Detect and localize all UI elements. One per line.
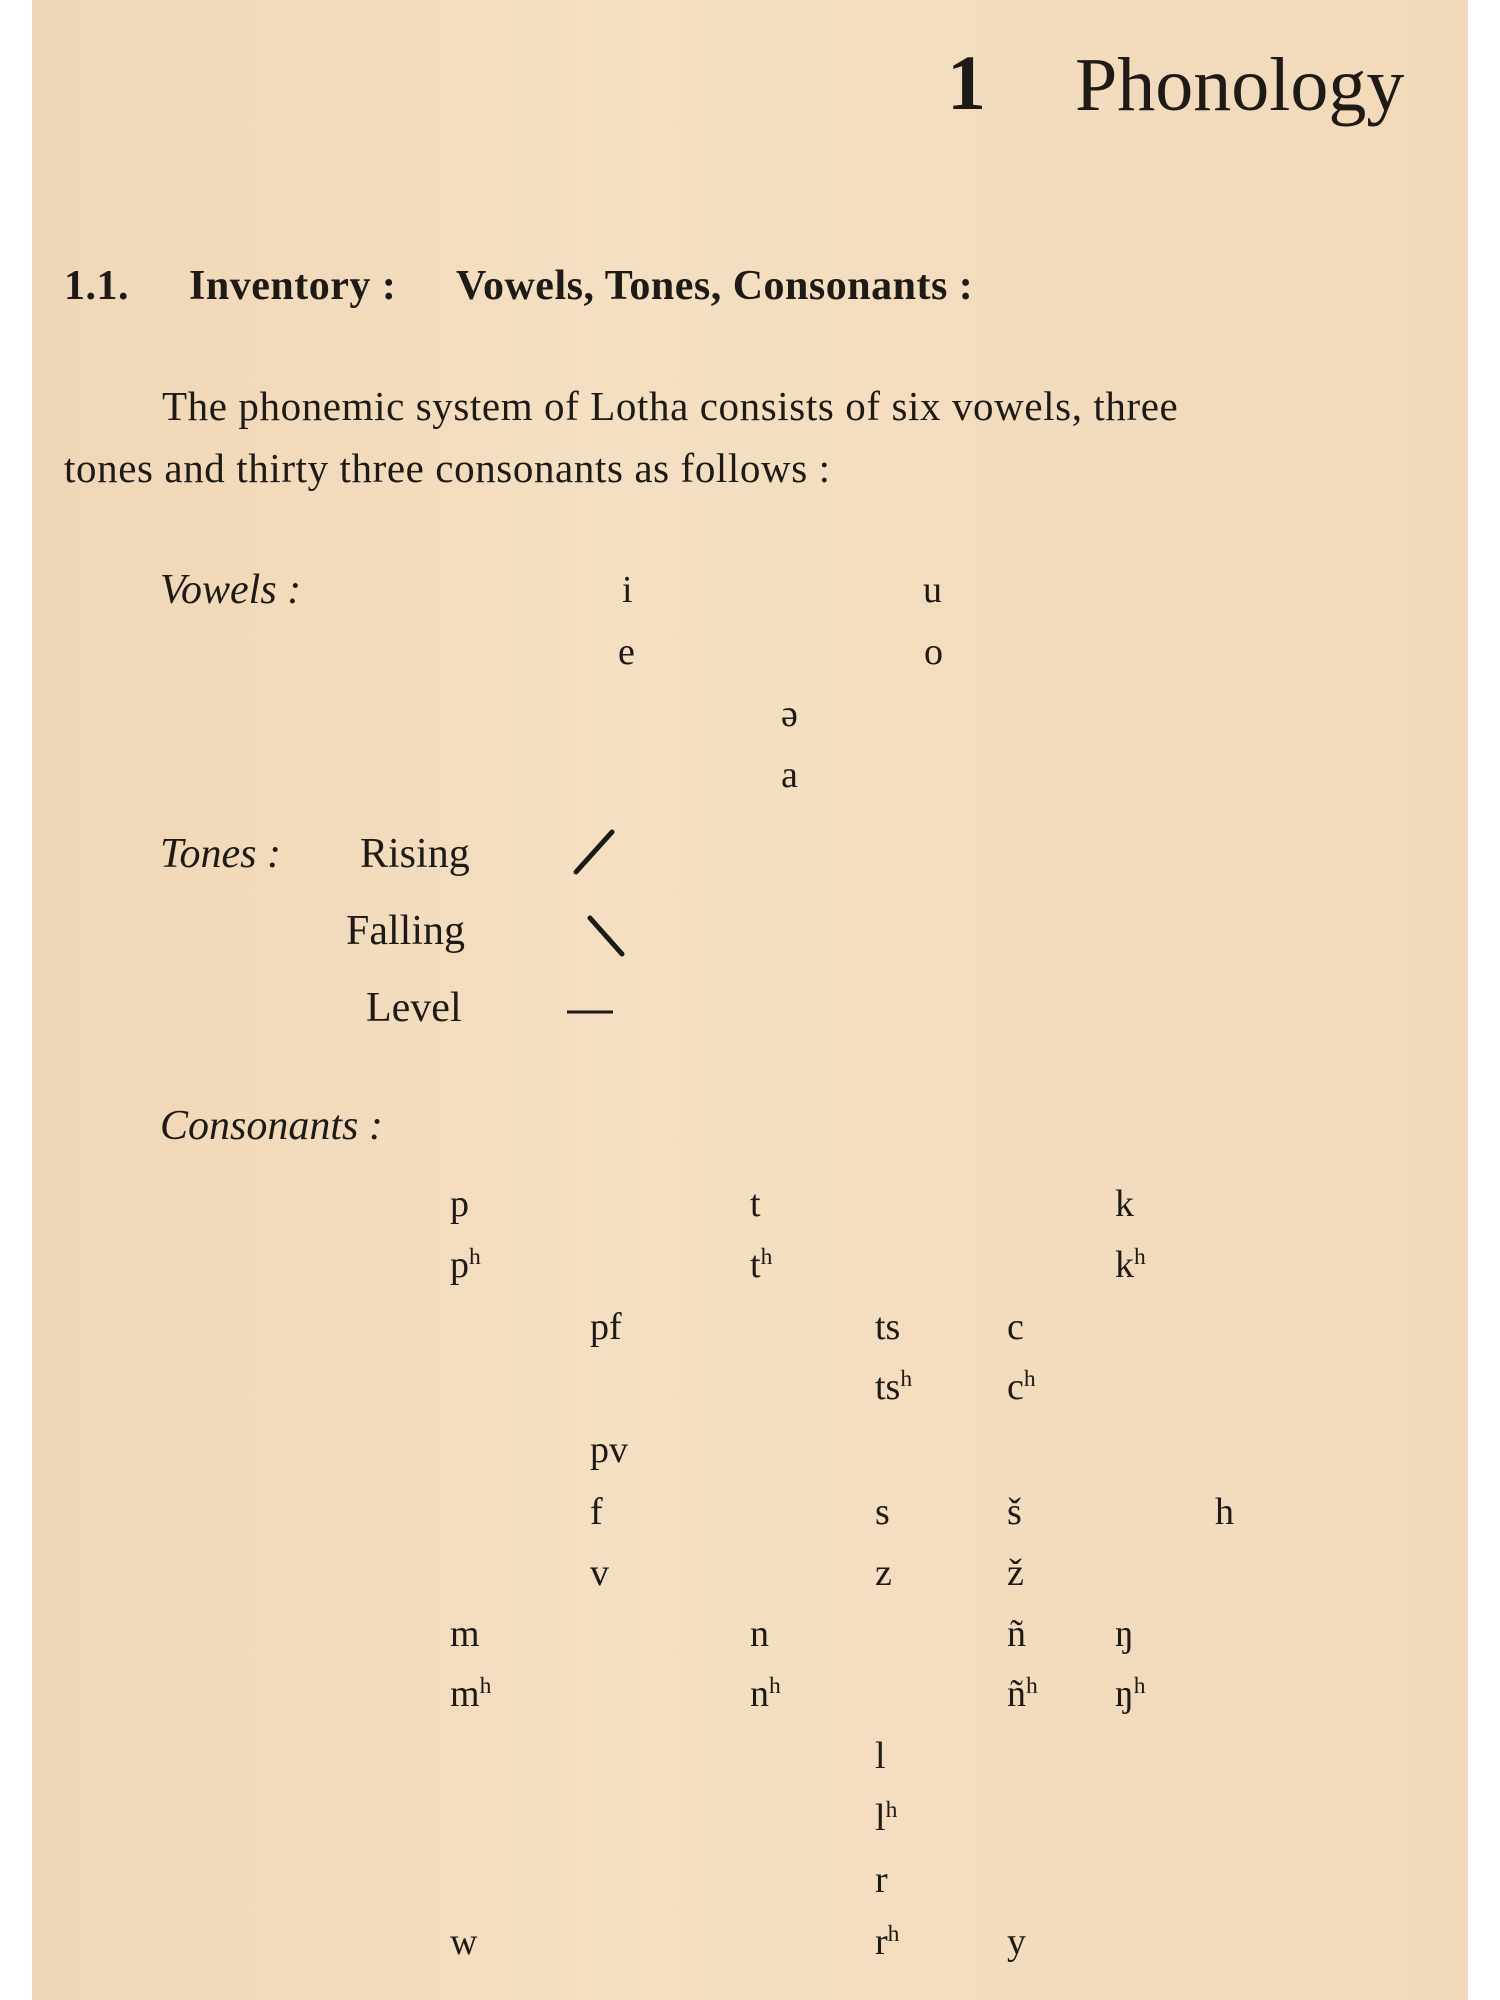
consonant-base: ts — [875, 1306, 901, 1348]
consonant-base: w — [450, 1921, 478, 1963]
section-label: Inventory : — [189, 263, 397, 309]
consonant-symbol — [750, 1612, 769, 1656]
consonant-base: ts — [875, 1366, 901, 1408]
consonant-base: h — [1215, 1491, 1234, 1533]
consonant-base: ŋ — [1115, 1673, 1134, 1715]
consonant-base: s — [875, 1491, 890, 1533]
consonant-symbol — [1007, 1365, 1036, 1409]
aspiration-mark: h — [887, 1921, 900, 1948]
consonant-base: t — [750, 1183, 761, 1225]
consonant-symbol — [1007, 1305, 1024, 1349]
consonant-symbol — [750, 1672, 781, 1716]
consonant-base: n — [750, 1673, 769, 1715]
consonant-symbol — [450, 1672, 491, 1716]
aspiration-mark: h — [769, 1673, 781, 1700]
vowel-u: u — [923, 569, 942, 611]
consonant-base: l — [875, 1797, 886, 1839]
aspiration-mark: h — [1026, 1673, 1038, 1700]
consonant-base: t — [750, 1244, 761, 1286]
consonant-symbol — [450, 1243, 481, 1287]
consonant-base: pf — [590, 1306, 622, 1348]
vowel-i: i — [622, 569, 633, 611]
book-page — [32, 0, 1468, 2000]
consonant-symbol — [1215, 1490, 1234, 1534]
consonant-base: k — [1115, 1244, 1134, 1286]
section-subtitle: Vowels, Tones, Consonants : — [456, 263, 974, 309]
consonant-symbol — [1115, 1182, 1134, 1226]
consonant-base: ñ — [1007, 1673, 1026, 1715]
intro-line-1: The phonemic system of Lotha consists of six vowels, three — [162, 383, 1179, 429]
consonant-base: z — [875, 1552, 892, 1594]
aspiration-mark: h — [479, 1673, 492, 1700]
consonant-symbol — [875, 1734, 886, 1778]
vowel-o: o — [924, 631, 943, 673]
consonant-symbol — [750, 1243, 772, 1287]
consonant-base: c — [1007, 1366, 1024, 1408]
consonant-base: š — [1007, 1491, 1022, 1533]
consonant-base: n — [750, 1613, 769, 1655]
consonant-symbol — [875, 1365, 912, 1409]
vowel-a: a — [781, 754, 798, 796]
consonant-base: ñ — [1007, 1613, 1026, 1655]
consonant-symbol — [590, 1551, 609, 1595]
consonant-symbol — [450, 1920, 477, 1964]
consonant-symbol — [750, 1182, 761, 1226]
tones-label: Tones : — [160, 831, 281, 877]
section-number: 1.1. — [64, 263, 129, 309]
aspiration-mark: h — [1023, 1366, 1036, 1393]
tone-level-name: Level — [366, 985, 462, 1031]
aspiration-mark: h — [1134, 1244, 1146, 1271]
consonant-base: p — [450, 1244, 469, 1286]
consonant-symbol — [1115, 1672, 1146, 1716]
consonant-base: ž — [1007, 1552, 1024, 1594]
consonant-symbol — [450, 1182, 469, 1226]
falling-tone-mark-icon — [582, 912, 632, 962]
consonant-symbol — [450, 1612, 480, 1656]
consonant-symbol — [1007, 1672, 1038, 1716]
consonants-label: Consonants : — [160, 1103, 383, 1149]
aspiration-mark: h — [900, 1366, 913, 1393]
consonant-symbol — [875, 1796, 897, 1840]
consonant-symbol — [1007, 1920, 1026, 1964]
chapter-title: Phonology — [1075, 43, 1405, 127]
consonant-base: v — [590, 1552, 609, 1594]
vowel-e: e — [618, 631, 635, 673]
consonant-symbol — [875, 1920, 899, 1964]
level-tone-mark-icon — [565, 1006, 615, 1018]
consonant-base: y — [1007, 1921, 1026, 1963]
vowels-label: Vowels : — [160, 567, 302, 613]
consonant-base: r — [875, 1921, 888, 1963]
consonant-base: m — [450, 1613, 480, 1655]
consonant-symbol — [590, 1490, 603, 1534]
consonant-base: f — [590, 1491, 603, 1533]
aspiration-mark: h — [760, 1244, 773, 1271]
consonant-symbol — [1007, 1551, 1024, 1595]
consonant-base: ŋ — [1115, 1613, 1134, 1655]
consonant-base: c — [1007, 1306, 1024, 1348]
tone-falling-name: Falling — [346, 908, 466, 954]
consonant-symbol — [1115, 1243, 1146, 1287]
consonant-base: pv — [590, 1429, 628, 1471]
consonant-symbol — [590, 1428, 628, 1472]
consonant-symbol — [875, 1551, 892, 1595]
rising-tone-mark-icon — [570, 826, 620, 878]
tone-rising-name: Rising — [360, 831, 470, 877]
intro-line-2: tones and thirty three consonants as follows : — [64, 445, 831, 491]
aspiration-mark: h — [885, 1797, 898, 1824]
consonant-base: l — [875, 1735, 886, 1777]
consonant-base: p — [450, 1183, 469, 1225]
consonant-symbol — [875, 1490, 890, 1534]
consonant-base: r — [875, 1859, 888, 1901]
aspiration-mark: h — [469, 1244, 481, 1271]
consonant-base: k — [1115, 1183, 1134, 1225]
consonant-symbol — [590, 1305, 622, 1349]
consonant-base: m — [450, 1673, 480, 1715]
consonant-symbol — [875, 1305, 900, 1349]
consonant-symbol — [1007, 1612, 1026, 1656]
consonant-symbol — [1115, 1612, 1134, 1656]
consonant-symbol — [1007, 1490, 1022, 1534]
consonant-symbol — [875, 1858, 888, 1902]
vowel-schwa: ə — [781, 693, 798, 735]
chapter-number: 1 — [947, 39, 986, 126]
aspiration-mark: h — [1133, 1673, 1146, 1700]
